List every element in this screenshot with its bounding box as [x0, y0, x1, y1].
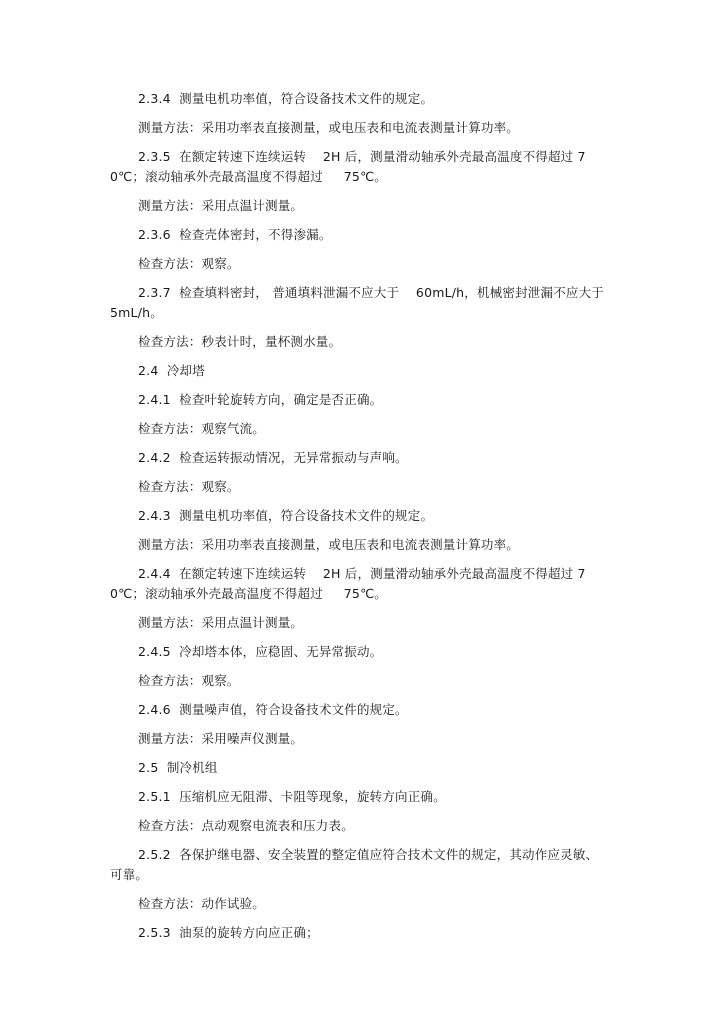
section-heading-2-5: 2.5 制冷机组	[138, 760, 218, 775]
paragraph-check-method: 检查方法：观察。	[138, 673, 240, 688]
paragraph-2-4-2: 2.4.2 检查运转振动情况，无异常振动与声响。	[138, 450, 408, 465]
paragraph-check-method: 检查方法：点动观察电流表和压力表。	[138, 818, 354, 833]
paragraph-measure-method: 测量方法：采用功率表直接测量，或电压表和电流表测量计算功率。	[138, 120, 520, 135]
paragraph-measure-method: 测量方法：采用点温计测量。	[138, 615, 304, 630]
paragraph-2-5-3: 2.5.3 油泵的旋转方向应正确；	[138, 925, 319, 940]
paragraph-2-5-2: 2.5.2 各保护继电器、安全装置的整定值应符合技术文件的规定，其动作应灵敏、可靠。	[110, 847, 599, 882]
document-body	[110, 89, 610, 952]
paragraph-2-3-5: 2.3.5 在额定转速下连续运转 2H 后，测量滑动轴承外壳最高温度不得超过 70℃；滚动轴承外壳最高温度不得超过 75℃。	[110, 149, 586, 184]
paragraph-check-method: 检查方法：秒表计时，量杯测水量。	[138, 334, 342, 349]
paragraph-check-method: 检查方法：观察。	[138, 256, 240, 271]
paragraph-2-4-1: 2.4.1 检查叶轮旋转方向，确定是否正确。	[138, 392, 383, 407]
paragraph-2-4-5: 2.4.5 冷却塔本体，应稳固、无异常振动。	[138, 644, 383, 659]
paragraph-2-3-6: 2.3.6 检查壳体密封，不得渗漏。	[138, 227, 332, 242]
paragraph-2-4-6: 2.4.6 测量噪声值，符合设备技术文件的规定。	[138, 702, 408, 717]
paragraph-2-3-4: 2.3.4 测量电机功率值，符合设备技术文件的规定。	[138, 91, 434, 106]
paragraph-measure-method: 测量方法：采用点温计测量。	[138, 198, 304, 213]
paragraph-2-4-4: 2.4.4 在额定转速下连续运转 2H 后，测量滑动轴承外壳最高温度不得超过 70℃；滚动轴承外壳最高温度不得超过 75℃。	[110, 566, 586, 601]
section-heading-2-4: 2.4 冷却塔	[138, 363, 205, 378]
paragraph-check-method: 检查方法：动作试验。	[138, 896, 266, 911]
paragraph-2-5-1: 2.5.1 压缩机应无阻滞、卡阻等现象，旋转方向正确。	[138, 789, 446, 804]
paragraph-2-4-3: 2.4.3 测量电机功率值，符合设备技术文件的规定。	[138, 508, 434, 523]
paragraph-2-3-7: 2.3.7 检查填料密封， 普通填料泄漏不应大于 60mL/h，机械密封泄漏不应大于 5mL/h。	[110, 285, 609, 320]
paragraph-measure-method: 测量方法：采用功率表直接测量，或电压表和电流表测量计算功率。	[138, 537, 520, 552]
paragraph-check-method: 检查方法：观察气流。	[138, 421, 266, 436]
paragraph-measure-method: 测量方法：采用噪声仪测量。	[138, 731, 304, 746]
paragraph-check-method: 检查方法：观察。	[138, 479, 240, 494]
